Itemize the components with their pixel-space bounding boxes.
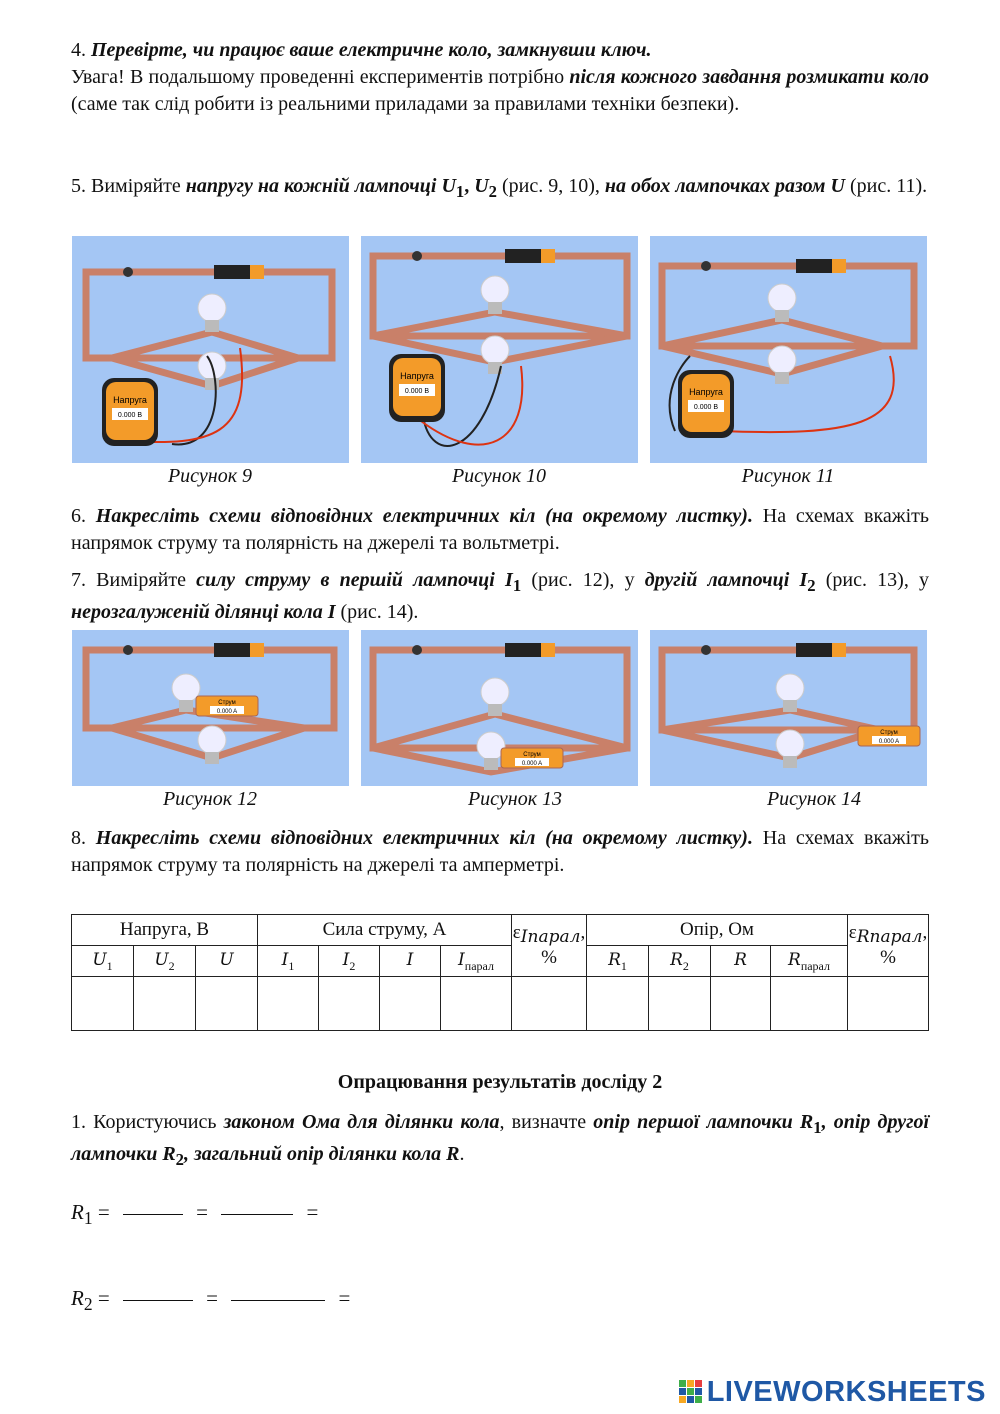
fraction-blank[interactable] xyxy=(231,1300,325,1301)
caption-figure-9: Рисунок 9 xyxy=(167,465,253,487)
header-current: Сила струму, А xyxy=(258,915,512,946)
liveworksheets-logo-icon xyxy=(679,1380,703,1404)
lamp-icon xyxy=(768,284,796,322)
svg-text:Струм: Струм xyxy=(880,730,898,736)
lamp-icon xyxy=(481,336,509,374)
task-7: 7. Виміряйте силу струму в першій лампочці $I_1$ (рис. 12), у другій лампочці $I_2$ (рис. 13), у нерозгалуженій ділянці кола I (рис. 14). xyxy=(71,569,929,623)
input-u1[interactable] xyxy=(72,977,134,1031)
switch-icon xyxy=(701,261,711,271)
switch-icon xyxy=(123,645,133,655)
header-eps-i: $\varepsilon_{Iпарал}$, % xyxy=(512,915,587,977)
svg-text:0.000 A: 0.000 A xyxy=(878,739,900,745)
task-4-title: Перевірте, чи працює ваше електричне коло, замкнувши ключ. xyxy=(91,39,652,61)
input-i[interactable] xyxy=(380,977,441,1031)
svg-text:Струм: Струм xyxy=(523,752,541,758)
fraction-blank[interactable] xyxy=(221,1214,293,1215)
switch-icon xyxy=(412,251,422,261)
task-4: 4. Перевірте, чи працює ваше електричне коло, замкнувши ключ. Увага! В подальшому проведенні експериментів потрібно після кожного завдання розмикати коло (саме так слід робити із реальними приладами за правилами техніки безпеки). xyxy=(71,39,929,115)
lamp-icon xyxy=(481,678,509,716)
formula-r1: $R_1$ = = = xyxy=(71,1200,319,1229)
input-i-paral[interactable] xyxy=(441,977,512,1031)
caption-figure-13: Рисунок 13 xyxy=(467,788,563,810)
lamp-icon xyxy=(768,346,796,384)
switch-icon xyxy=(123,267,133,277)
col-i-paral: $I_{парал}$ xyxy=(441,946,512,977)
svg-text:0.000 В: 0.000 В xyxy=(693,404,719,411)
input-r1[interactable] xyxy=(587,977,649,1031)
col-i1: $I_1$ xyxy=(258,946,319,977)
input-r2[interactable] xyxy=(649,977,711,1031)
figure-9 xyxy=(72,236,349,463)
caption-figure-12: Рисунок 12 xyxy=(162,788,258,810)
svg-text:0.000 В: 0.000 В xyxy=(117,412,143,419)
figure-14 xyxy=(650,630,927,786)
header-resistance: Опір, Ом xyxy=(587,915,848,946)
col-u2: $U_2$ xyxy=(134,946,196,977)
col-i2: $I_2$ xyxy=(319,946,380,977)
switch-icon xyxy=(412,645,422,655)
lamp-icon xyxy=(776,730,804,768)
figure-11 xyxy=(650,236,927,463)
svg-text:Напруга: Напруга xyxy=(113,395,147,405)
lamp-icon xyxy=(481,276,509,314)
col-u: U xyxy=(196,946,258,977)
input-r-paral[interactable] xyxy=(771,977,848,1031)
col-r1: $R_1$ xyxy=(587,946,649,977)
header-eps-r: $\varepsilon_{Rпарал}$, % xyxy=(848,915,929,977)
input-r[interactable] xyxy=(711,977,771,1031)
figure-13 xyxy=(361,630,638,786)
task-5: 5. Виміряйте напругу на кожній лампочці $U_1$, $U_2$ (рис. 9, 10), на обох лампочках разом U (рис. 11). xyxy=(71,175,928,201)
svg-text:0.000 В: 0.000 В xyxy=(404,388,430,395)
caption-figure-11: Рисунок 11 xyxy=(741,465,835,487)
input-eps-r[interactable] xyxy=(848,977,929,1031)
processing-task-1: 1. Користуючись законом Ома для ділянки кола, визначте опір першої лампочки $R_1$, опір другої лампочки $R_2$, загальний опір ділянки кола R. xyxy=(71,1111,930,1169)
col-r-paral: $R_{парал}$ xyxy=(771,946,848,977)
svg-text:Струм: Струм xyxy=(218,700,236,706)
task-8: 8. Накресліть схеми відповідних електричних кіл (на окремому листку). На схемах вкажіть напрямок струму та полярність на джерелі та амперметрі. xyxy=(71,827,929,876)
input-i1[interactable] xyxy=(258,977,319,1031)
switch-icon xyxy=(701,645,711,655)
input-u2[interactable] xyxy=(134,977,196,1031)
input-u[interactable] xyxy=(196,977,258,1031)
results-table xyxy=(71,914,929,1031)
fraction-blank[interactable] xyxy=(123,1214,183,1215)
svg-text:Напруга: Напруга xyxy=(400,371,434,381)
lamp-icon xyxy=(198,294,226,332)
table-row xyxy=(72,977,929,1031)
svg-text:0.000 A: 0.000 A xyxy=(521,761,543,767)
input-eps-i[interactable] xyxy=(512,977,587,1031)
svg-text:0.000 A: 0.000 A xyxy=(216,709,238,715)
liveworksheets-brand: LIVEWORKSHEETS xyxy=(679,1376,986,1409)
task-6: 6. Накресліть схеми відповідних електричних кіл (на окремому листку). На схемах вкажіть напрямок струму та полярність на джерелі та вольтметрі. xyxy=(71,505,929,554)
formula-r2: $R_2$ = = = xyxy=(71,1286,351,1315)
processing-heading: Опрацювання результатів досліду 2 xyxy=(337,1071,663,1093)
figure-12 xyxy=(72,630,349,786)
caption-figure-10: Рисунок 10 xyxy=(451,465,547,487)
lamp-icon xyxy=(776,674,804,712)
header-voltage: Напруга, В xyxy=(72,915,258,946)
input-i2[interactable] xyxy=(319,977,380,1031)
svg-text:Напруга: Напруга xyxy=(689,387,723,397)
fraction-blank[interactable] xyxy=(123,1300,193,1301)
col-i: I xyxy=(380,946,441,977)
figure-10 xyxy=(361,236,638,463)
caption-figure-14: Рисунок 14 xyxy=(766,788,862,810)
col-r: R xyxy=(711,946,771,977)
col-r2: $R_2$ xyxy=(649,946,711,977)
col-u1: $U_1$ xyxy=(72,946,134,977)
